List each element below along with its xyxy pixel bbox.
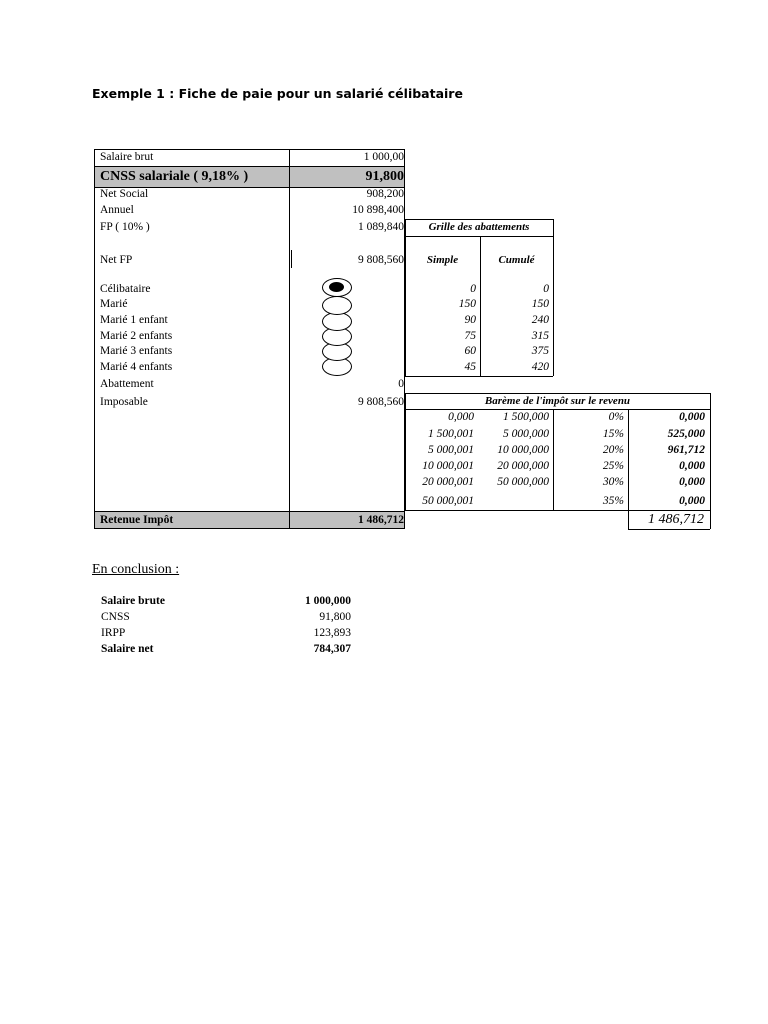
salaire-brut-label: Salaire brut	[100, 151, 154, 163]
abattement-simple: 90	[464, 314, 476, 326]
situation-marie-4-label: Marié 4 enfants	[100, 361, 173, 373]
bareme-amount: 961,712	[667, 444, 705, 456]
conclusion-label: IRPP	[101, 627, 126, 639]
net-social-label: Net Social	[100, 188, 149, 200]
cnss-value: 91,800	[365, 169, 404, 184]
cnss-label: CNSS salariale ( 9,18% )	[100, 169, 249, 184]
annuel-value: 10 898,400	[352, 204, 404, 216]
conclusion-value: 91,800	[319, 611, 351, 623]
col-simple-header: Simple	[426, 254, 459, 266]
bareme-rate: 35%	[602, 495, 624, 507]
situation-marie-3-label: Marié 3 enfants	[100, 345, 173, 357]
bareme-to: 20 000,000	[497, 460, 549, 472]
conclusion-label: CNSS	[101, 611, 130, 623]
abattement-simple: 75	[464, 330, 476, 342]
conclusion-value: 784,307	[313, 643, 351, 655]
bareme-from: 5 000,001	[428, 444, 474, 456]
bareme-from: 0,000	[448, 411, 474, 423]
bareme-amount: 525,000	[667, 428, 705, 440]
abattement-simple: 60	[464, 345, 476, 357]
imposable-value: 9 808,560	[358, 396, 404, 408]
conclusion-label: Salaire brute	[101, 595, 165, 607]
imposable-label: Imposable	[100, 396, 148, 408]
conclusion-value: 123,893	[313, 627, 351, 639]
bareme-amount: 0,000	[679, 460, 705, 472]
bareme-to: 50 000,000	[497, 476, 549, 488]
situation-marie-1-label: Marié 1 enfant	[100, 314, 168, 326]
fp-label: FP ( 10% )	[100, 221, 150, 233]
abattement-cumule: 420	[531, 361, 549, 373]
net-fp-value: 9 808,560	[358, 254, 404, 266]
bareme-title: Barème de l'impôt sur le revenu	[484, 395, 631, 407]
net-fp-label: Net FP	[100, 254, 133, 266]
radio-marie[interactable]	[322, 296, 352, 315]
bareme-to: 1 500,000	[503, 411, 549, 423]
situation-celibataire-label: Célibataire	[100, 283, 151, 295]
conclusion-value: 1 000,000	[305, 595, 351, 607]
bareme-rate: 20%	[602, 444, 624, 456]
bareme-amount: 0,000	[679, 495, 705, 507]
bareme-from: 20 000,001	[422, 476, 474, 488]
bareme-total: 1 486,712	[648, 512, 704, 527]
retenue-value: 1 486,712	[358, 514, 404, 526]
abattements-title: Grille des abattements	[428, 221, 530, 233]
abattement-cumule: 0	[543, 283, 549, 295]
bareme-to: 5 000,000	[503, 428, 549, 440]
annuel-label: Annuel	[100, 204, 134, 216]
bareme-amount: 0,000	[679, 411, 705, 423]
situation-marie-label: Marié	[100, 298, 128, 310]
salaire-brut-value: 1 000,00	[363, 151, 404, 163]
abattement-cumule: 240	[531, 314, 549, 326]
conclusion-label: Salaire net	[101, 643, 154, 655]
abattement-cumule: 375	[531, 345, 549, 357]
abattement-cumule: 315	[531, 330, 549, 342]
abattement-simple: 0	[470, 283, 476, 295]
bareme-rate: 30%	[602, 476, 624, 488]
radio-celibataire[interactable]	[322, 278, 352, 297]
bareme-rate: 25%	[602, 460, 624, 472]
situation-marie-2-label: Marié 2 enfants	[100, 330, 173, 342]
bareme-rate: 0%	[608, 411, 624, 423]
page-title: Exemple 1 : Fiche de paie pour un salarié célibataire	[92, 86, 463, 101]
bareme-from: 1 500,001	[428, 428, 474, 440]
net-social-value: 908,200	[366, 188, 404, 200]
abattement-simple: 45	[464, 361, 476, 373]
abattement-cumule: 150	[531, 298, 549, 310]
col-cumule-header: Cumulé	[498, 254, 535, 266]
conclusion-heading: En conclusion :	[92, 562, 180, 577]
bareme-to: 10 000,000	[497, 444, 549, 456]
abattement-simple: 150	[458, 298, 476, 310]
retenue-label: Retenue Impôt	[100, 514, 174, 526]
bareme-rate: 15%	[602, 428, 624, 440]
bareme-amount: 0,000	[679, 476, 705, 488]
abattement-label: Abattement	[100, 378, 154, 390]
bareme-from: 50 000,001	[422, 495, 474, 507]
abattement-value: 0	[398, 378, 404, 390]
fp-value: 1 089,840	[358, 221, 404, 233]
bareme-from: 10 000,001	[422, 460, 474, 472]
